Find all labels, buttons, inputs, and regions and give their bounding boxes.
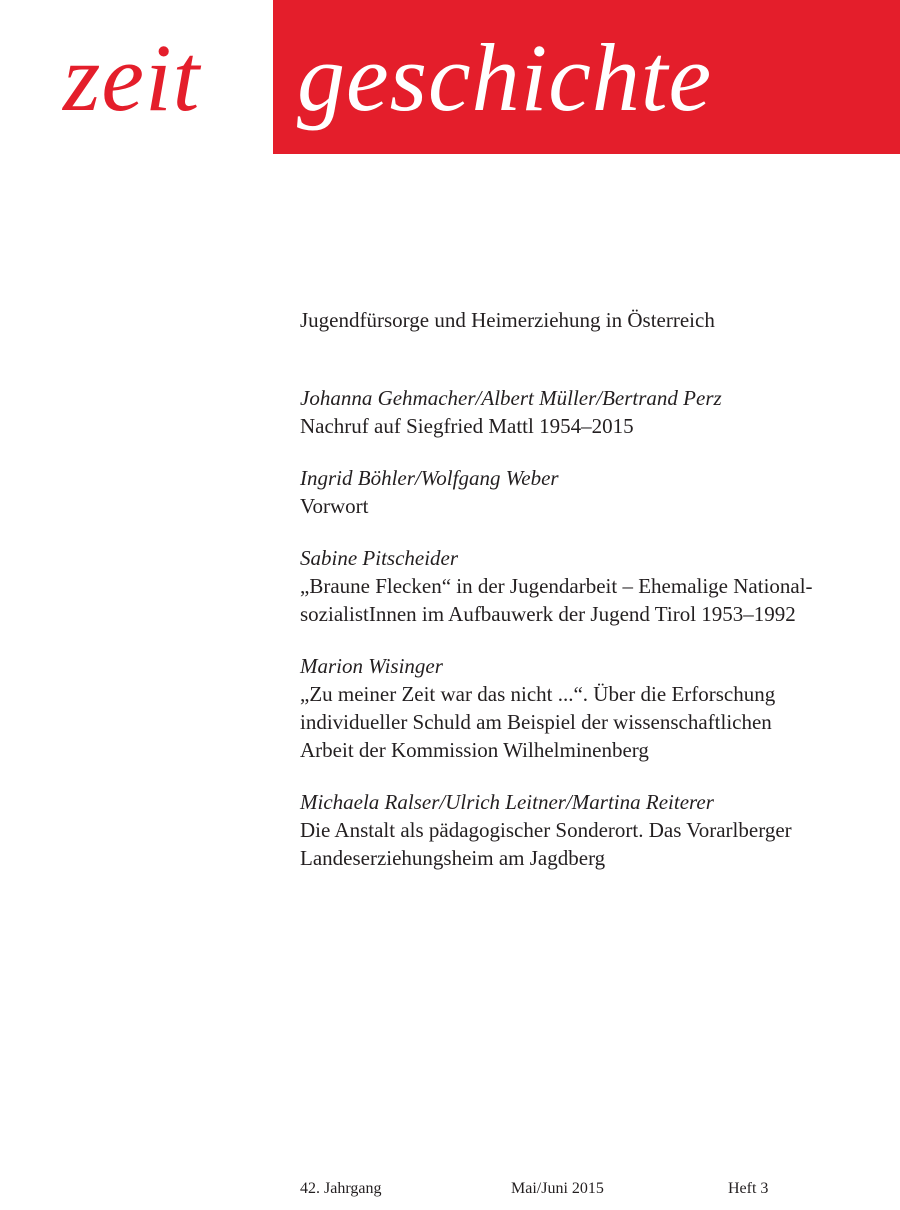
article-title-line: Landeserziehungsheim am Jagdberg (300, 846, 606, 870)
article-authors: Sabine Pitscheider (300, 546, 459, 570)
article-entry (300, 788, 880, 872)
article-entry (300, 652, 880, 764)
article-title-line: „Braune Flecken“ in der Jugendarbeit – Ehemalige National- (300, 574, 813, 598)
article-entry (300, 384, 880, 440)
issue-number: Heft 3 (728, 1180, 769, 1197)
table-of-contents (300, 306, 880, 896)
article-title-line: individueller Schuld am Beispiel der wissenschaftlichen (300, 710, 772, 734)
article-title (300, 412, 880, 440)
article-authors: Marion Wisinger (300, 654, 443, 678)
article-title (300, 680, 880, 764)
article-title-line: Arbeit der Kommission Wilhelminenberg (300, 738, 649, 762)
article-authors: Johanna Gehmacher/Albert Müller/Bertrand Perz (300, 386, 722, 410)
article-title-line: „Zu meiner Zeit war das nicht ...“. Über die Erforschung (300, 682, 776, 706)
article-title-line: Vorwort (300, 494, 369, 518)
cover-footer (0, 1176, 900, 1202)
masthead (0, 0, 900, 155)
volume-label: 42. Jahrgang (300, 1180, 382, 1197)
issue-date: Mai/Juni 2015 (511, 1180, 604, 1197)
article-title-line: Nachruf auf Siegfried Mattl 1954–2015 (300, 414, 634, 438)
article-title-line: sozialistInnen im Aufbauwerk der Jugend Tirol 1953–1992 (300, 602, 796, 626)
article-title-line: Die Anstalt als pädagogischer Sonderort. Das Vorarlberger (300, 818, 792, 842)
article-title (300, 572, 880, 628)
article-authors: Michaela Ralser/Ulrich Leitner/Martina Reiterer (300, 790, 714, 814)
masthead-zeit: zeit (63, 24, 201, 131)
article-title (300, 492, 880, 520)
issue-theme: Jugendfürsorge und Heimerziehung in Österreich (300, 308, 715, 332)
masthead-geschichte: geschichte (297, 24, 713, 131)
article-authors: Ingrid Böhler/Wolfgang Weber (300, 466, 559, 490)
masthead-red-box (273, 0, 900, 154)
article-entry (300, 544, 880, 628)
article-entry (300, 464, 880, 520)
article-title (300, 816, 880, 872)
